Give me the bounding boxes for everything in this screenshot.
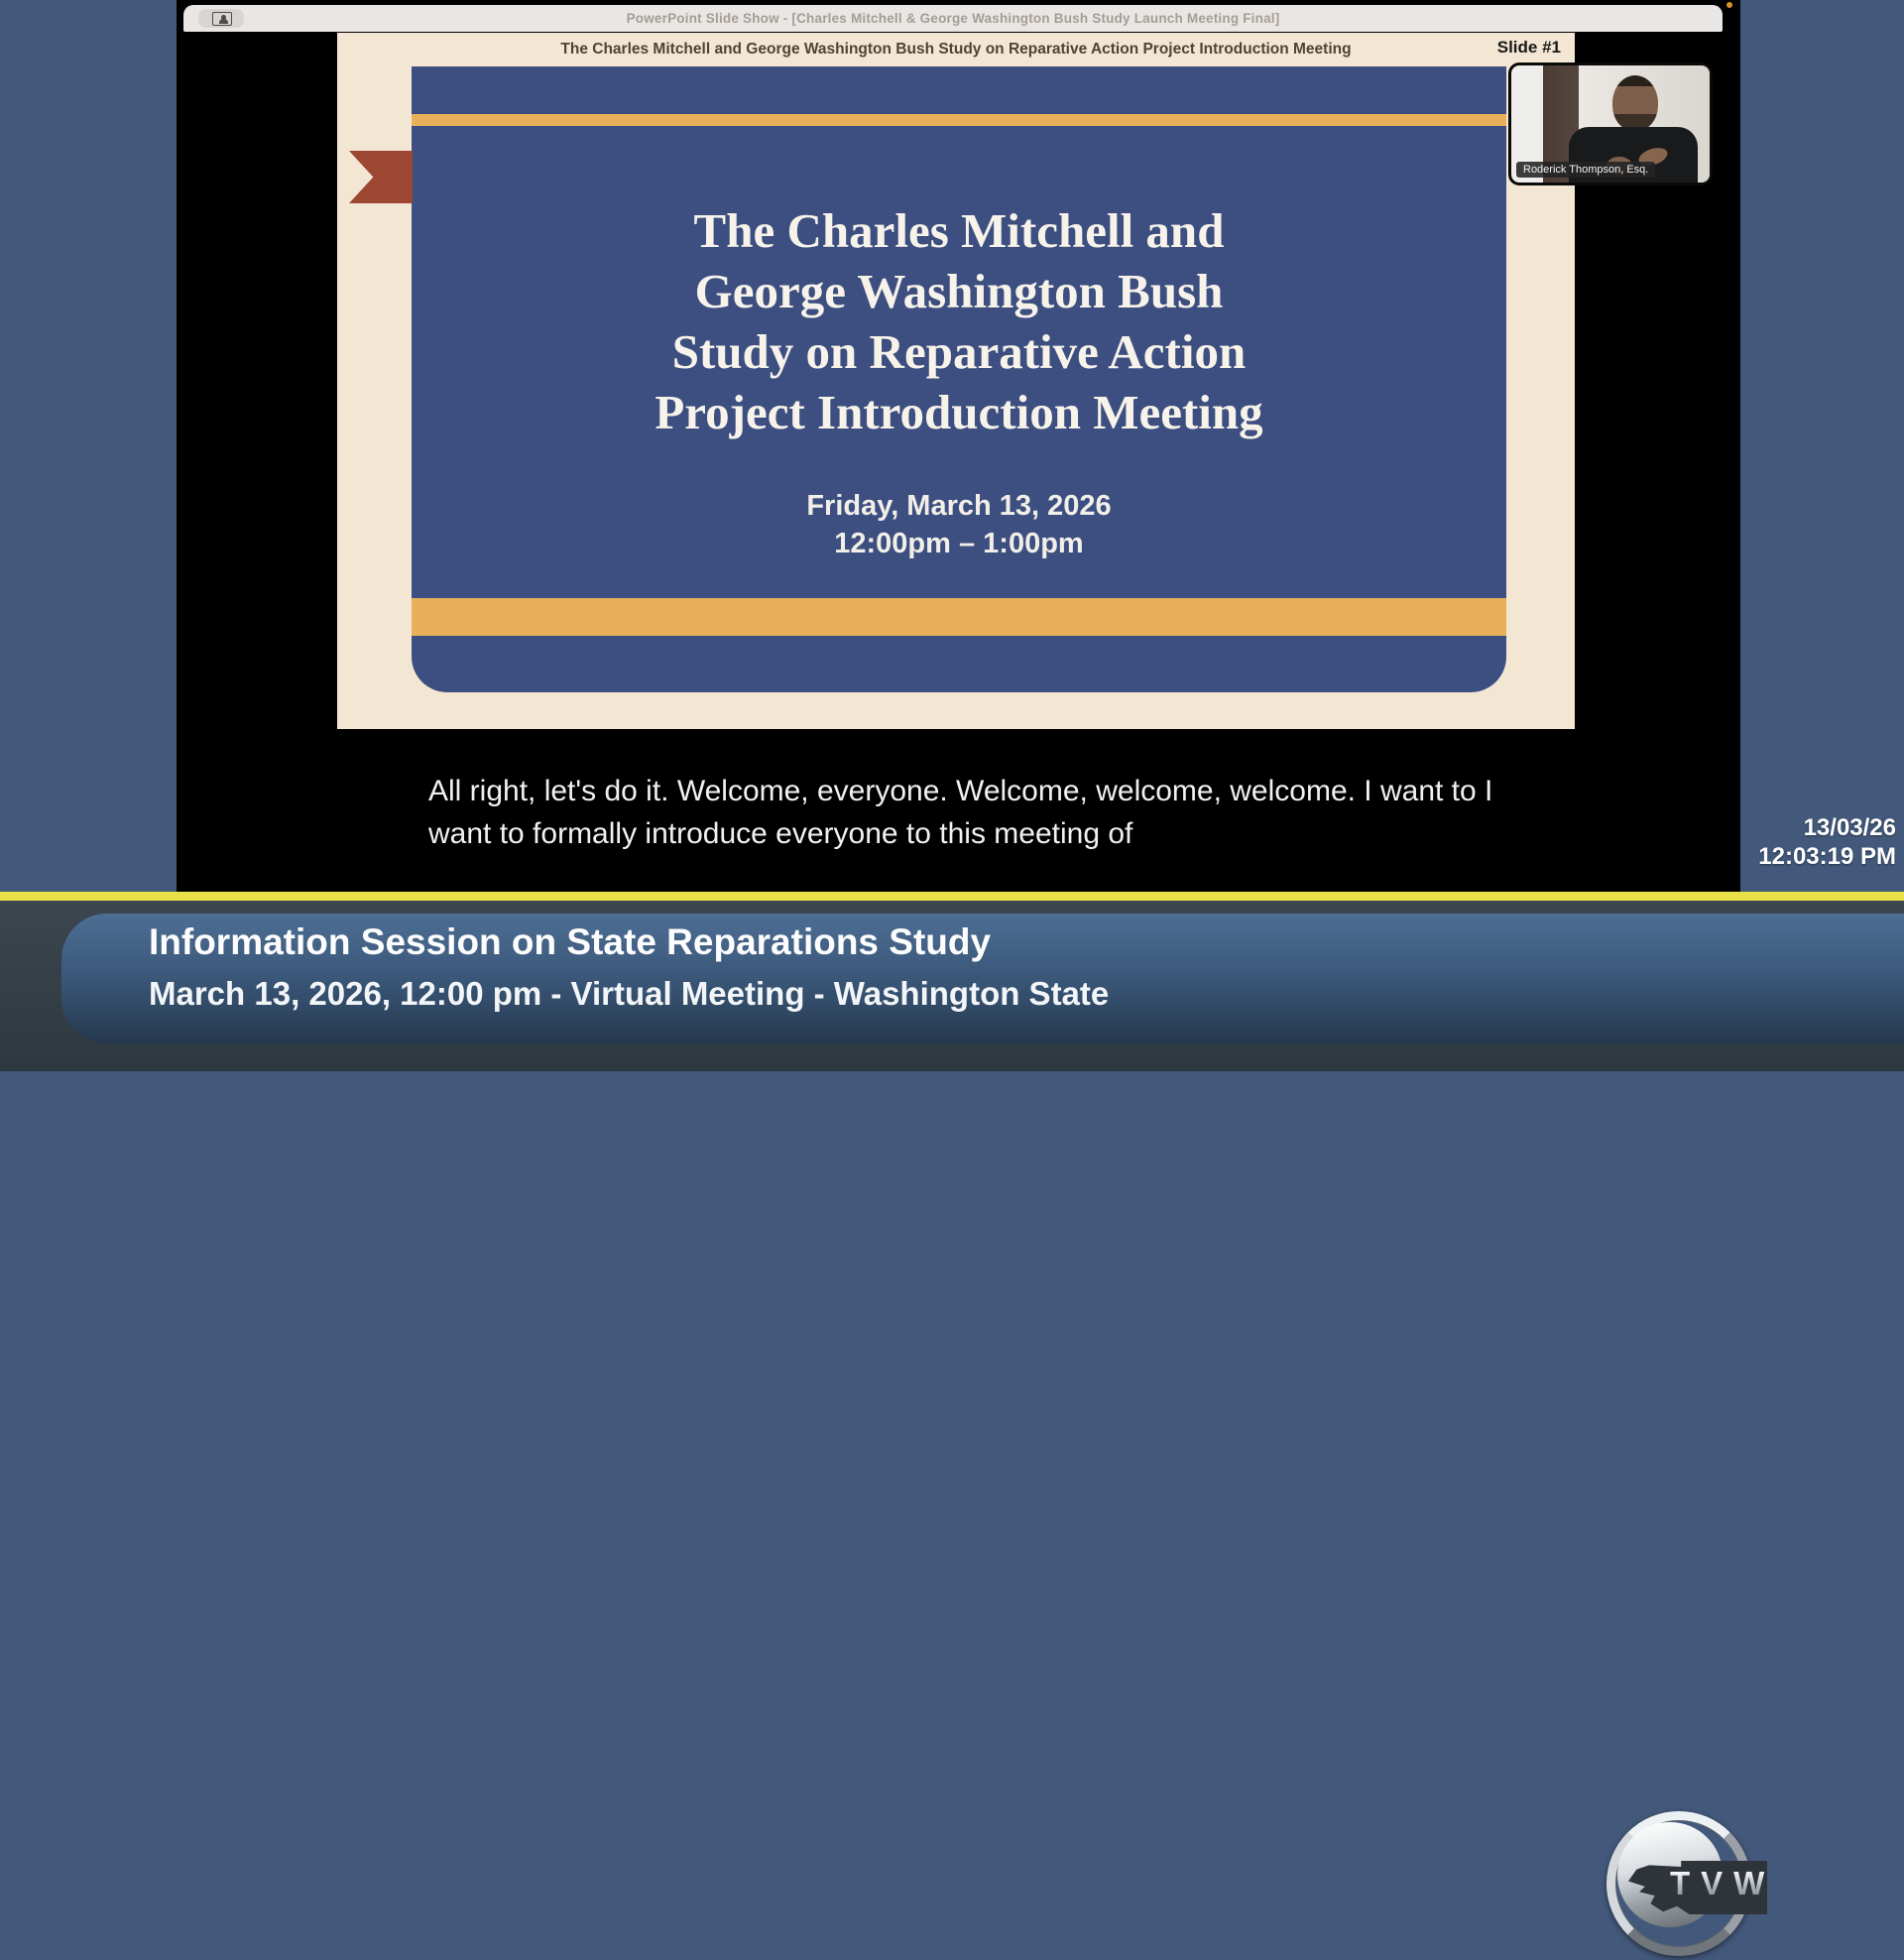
lower-third-banner xyxy=(0,901,1904,1901)
slide-canvas xyxy=(337,33,1575,729)
broadcast-timestamp xyxy=(1758,813,1896,871)
slide-date: Friday, March 13, 2026 xyxy=(806,490,1112,522)
slide-title-line: The Charles Mitchell and xyxy=(693,203,1225,258)
gold-stripe-top xyxy=(412,114,1506,126)
webcam-thumbnail[interactable] xyxy=(1508,62,1713,185)
slide-title-line: George Washington Bush xyxy=(694,264,1224,318)
slide-header-text: The Charles Mitchell and George Washington Bush Study on Reparative Action Project Introduction Meeting xyxy=(560,41,1352,58)
slide-number-label: Slide #1 xyxy=(1496,38,1561,57)
slide-title-line: Project Introduction Meeting xyxy=(654,385,1263,439)
slide-title xyxy=(412,200,1506,442)
banner-title: Information Session on State Reparations Study xyxy=(149,921,992,962)
slide-title-line: Study on Reparative Action xyxy=(671,324,1247,379)
recording-dot-icon xyxy=(1726,2,1732,8)
video-stage xyxy=(177,0,1740,892)
banner-divider-line xyxy=(0,892,1904,901)
powerpoint-titlebar xyxy=(183,5,1723,32)
tvw-logo-text: TVW xyxy=(1670,1865,1776,1901)
timestamp-date: 13/03/26 xyxy=(1803,814,1896,841)
slide-blue-panel xyxy=(412,66,1506,692)
window-title: PowerPoint Slide Show - [Charles Mitchell & George Washington Bush Study Launch Meeting Final] xyxy=(626,11,1280,26)
banner-panel xyxy=(61,914,1904,1043)
webcam-video-feed xyxy=(1511,65,1710,183)
slide-time: 12:00pm – 1:00pm xyxy=(834,528,1084,559)
maroon-ribbon-accent xyxy=(349,151,413,203)
tvw-logo xyxy=(1599,1809,1776,1960)
timestamp-time: 12:03:19 PM xyxy=(1758,843,1896,870)
closed-captions: All right, let's do it. Welcome, everyone. Welcome, welcome, welcome. I want to I want to formally introduce everyone to this meeting of xyxy=(428,775,1493,850)
gold-stripe-bottom xyxy=(412,598,1506,636)
participant-nametag: Roderick Thompson, Esq. xyxy=(1516,162,1655,178)
slide-datetime xyxy=(412,487,1506,562)
participant-head xyxy=(1612,75,1658,131)
banner-subtitle: March 13, 2026, 12:00 pm - Virtual Meeting - Washington State xyxy=(149,975,1110,1012)
